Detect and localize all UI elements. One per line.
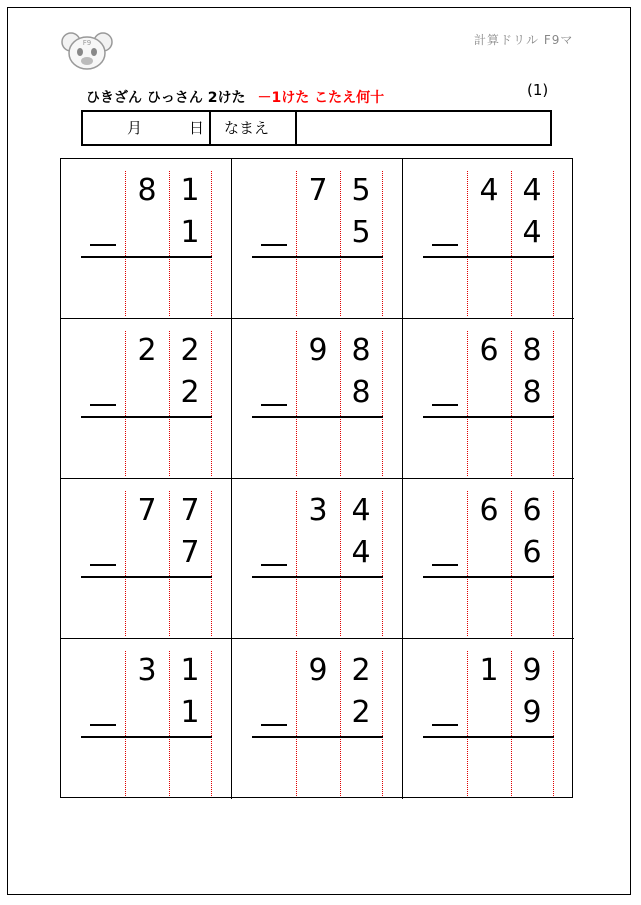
subtrahend-digit: 9 (522, 695, 542, 730)
answer-line (423, 576, 554, 578)
date-separator (209, 112, 211, 144)
problem-cell (232, 319, 403, 479)
minuend-tens-digit: 1 (479, 653, 499, 688)
problem-cell (403, 159, 574, 319)
worksheet-title (86, 87, 384, 107)
answer-line (423, 256, 554, 258)
minuend-tens-digit: 9 (308, 333, 328, 368)
answer-line (81, 576, 212, 578)
answer-line (252, 256, 383, 258)
minuend-tens-digit: 3 (308, 493, 328, 528)
minus-sign (261, 724, 287, 726)
minus-sign (90, 564, 116, 566)
name-label: なまえ (224, 119, 270, 137)
answer-area[interactable] (252, 580, 383, 632)
problem-cell (403, 319, 574, 479)
minuend-tens-digit: 6 (479, 333, 499, 368)
answer-area[interactable] (252, 420, 383, 472)
minuend-ones-digit: 8 (522, 333, 542, 368)
day-label: 日 (189, 119, 205, 137)
title-main: ひきざん ひっさん 2けた (86, 90, 246, 106)
problem-cell (403, 639, 574, 799)
minus-sign (432, 564, 458, 566)
page-number: (1) (527, 81, 549, 99)
minus-sign (90, 404, 116, 406)
minus-sign (90, 244, 116, 246)
svg-text:F9: F9 (82, 39, 92, 47)
month-label: 月 (127, 119, 143, 137)
answer-area[interactable] (423, 260, 554, 312)
bear-logo-icon (60, 30, 114, 72)
minuend-tens-digit: 6 (479, 493, 499, 528)
minus-sign (261, 244, 287, 246)
subtrahend-digit: 1 (180, 695, 200, 730)
minuend-tens-digit: 7 (308, 173, 328, 208)
answer-area[interactable] (81, 260, 212, 312)
minuend-ones-digit: 9 (522, 653, 542, 688)
answer-line (252, 576, 383, 578)
minuend-ones-digit: 2 (180, 333, 200, 368)
subtrahend-digit: 2 (351, 695, 371, 730)
subtrahend-digit: 4 (522, 215, 542, 250)
answer-area[interactable] (81, 740, 212, 792)
minuend-ones-digit: 4 (351, 493, 371, 528)
minuend-tens-digit: 3 (137, 653, 157, 688)
answer-line (423, 416, 554, 418)
minuend-ones-digit: 6 (522, 493, 542, 528)
minuend-tens-digit: 4 (479, 173, 499, 208)
problem-cell (61, 479, 232, 639)
problem-grid (60, 158, 573, 798)
minuend-tens-digit: 9 (308, 653, 328, 688)
problem-cell (61, 639, 232, 799)
minuend-ones-digit: 4 (522, 173, 542, 208)
subtrahend-digit: 2 (180, 375, 200, 410)
problem-cell (403, 479, 574, 639)
minuend-tens-digit: 2 (137, 333, 157, 368)
subtrahend-digit: 5 (351, 215, 371, 250)
minus-sign (432, 404, 458, 406)
problem-cell (61, 319, 232, 479)
minuend-tens-digit: 8 (137, 173, 157, 208)
subtrahend-digit: 8 (522, 375, 542, 410)
minus-sign (90, 724, 116, 726)
name-write-area[interactable] (299, 112, 549, 144)
minus-sign (261, 404, 287, 406)
answer-area[interactable] (423, 580, 554, 632)
problem-cell (232, 479, 403, 639)
answer-area[interactable] (81, 580, 212, 632)
subtrahend-digit: 8 (351, 375, 371, 410)
subtrahend-digit: 1 (180, 215, 200, 250)
answer-area[interactable] (252, 260, 383, 312)
answer-line (252, 416, 383, 418)
brand-label: 計算ドリル F9マ (474, 33, 574, 47)
subtrahend-digit: 4 (351, 535, 371, 570)
answer-line (81, 256, 212, 258)
minuend-ones-digit: 8 (351, 333, 371, 368)
name-date-box (81, 110, 552, 146)
answer-line (81, 736, 212, 738)
problem-cell (232, 159, 403, 319)
minus-sign (261, 564, 287, 566)
answer-line (252, 736, 383, 738)
minuend-ones-digit: 1 (180, 653, 200, 688)
minuend-tens-digit: 7 (137, 493, 157, 528)
title-highlight: －1けた こたえ何十 (257, 90, 385, 106)
minuend-ones-digit: 2 (351, 653, 371, 688)
answer-area[interactable] (423, 420, 554, 472)
minuend-ones-digit: 7 (180, 493, 200, 528)
problem-cell (61, 159, 232, 319)
subtrahend-digit: 7 (180, 535, 200, 570)
minus-sign (432, 724, 458, 726)
minuend-ones-digit: 1 (180, 173, 200, 208)
problem-cell (232, 639, 403, 799)
answer-line (81, 416, 212, 418)
name-separator (295, 112, 297, 144)
answer-line (423, 736, 554, 738)
subtrahend-digit: 6 (522, 535, 542, 570)
answer-area[interactable] (252, 740, 383, 792)
minus-sign (432, 244, 458, 246)
answer-area[interactable] (81, 420, 212, 472)
answer-area[interactable] (423, 740, 554, 792)
minuend-ones-digit: 5 (351, 173, 371, 208)
